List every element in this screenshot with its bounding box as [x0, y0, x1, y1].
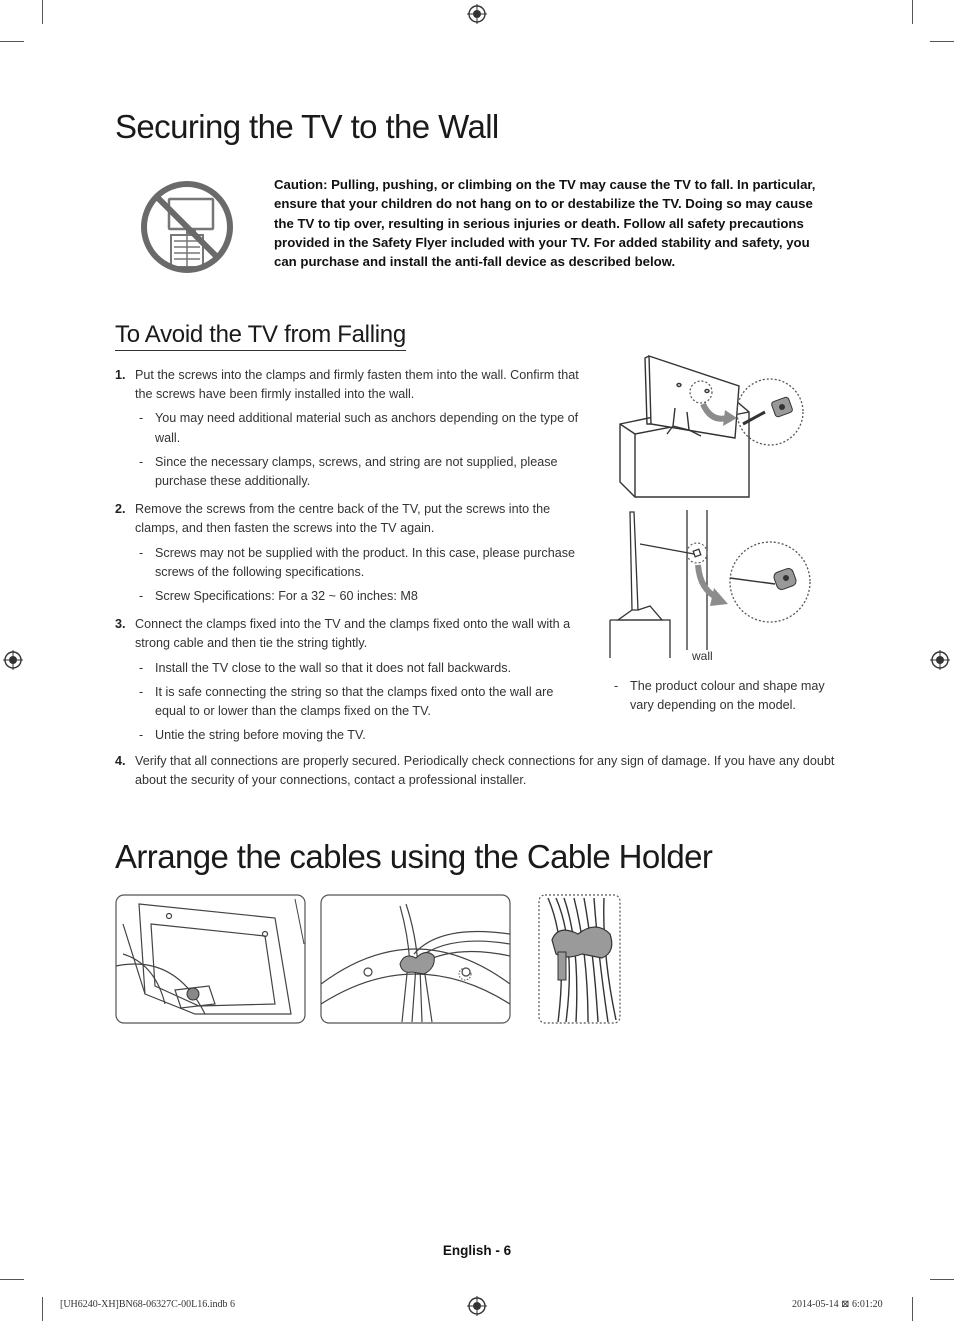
crop-mark: [912, 0, 913, 24]
crop-mark: [930, 1279, 954, 1280]
caution-text: Caution: Pulling, pushing, or climbing on the TV may cause the TV to fall. In particular, ensure that your children do not hang on to or destabilize the TV. Doing so may cause the TV to tip over, resulting in serious injuries or death. Follow all safety precautions provided in the Safety Flyer included with your TV. For added stability and safety, you can purchase and install the anti-fall device as described below.: [274, 177, 816, 270]
step-number: 3.: [115, 617, 126, 632]
crop-mark: [0, 1279, 24, 1280]
step-number: 2.: [115, 502, 126, 517]
step-4: [115, 752, 835, 790]
crop-mark: [42, 1297, 43, 1321]
note-dash: -: [614, 679, 619, 693]
registration-mark-icon: [467, 1296, 487, 1316]
section-title-cables: Arrange the cables using the Cable Holder: [115, 838, 713, 875]
step-subitem: - Untie the string before moving the TV.: [139, 728, 366, 743]
slug-file: [UH6240-XH]BN68-06327C-00L16.indb 6: [60, 1299, 235, 1310]
crop-mark: [42, 0, 43, 24]
step-subitem: - Screws may not be supplied with the product. In this case, please purchase screws of the following specifications.: [139, 545, 576, 579]
product-note: [611, 677, 851, 715]
subitem-text: Since the necessary clamps, screws, and string are not supplied, please purchase these additionally.: [155, 454, 558, 489]
step-subitem: - Screw Specifications: For a 32 ~ 60 inches: M8: [139, 589, 418, 604]
step-text: Remove the screws from the centre back of the TV, put the screws into the clamps, and then fasten the screws into the TV again.: [135, 502, 551, 536]
subsection-title: To Avoid the TV from Falling: [115, 321, 406, 351]
step-subitem: - Since the necessary clamps, screws, and string are not supplied, please purchase these additionally.: [139, 454, 558, 489]
slug-date: 2014-05-14 ⊠ 6:01:20: [792, 1299, 883, 1310]
step-subitem: - Install the TV close to the wall so that it does not fall backwards.: [139, 660, 512, 675]
step-subitem: - It is safe connecting the string so that the clamps fixed onto the wall are equal to or lower than the clamps fixed on the TV.: [139, 684, 554, 719]
steps-list: [115, 366, 585, 754]
step-number: 4.: [115, 754, 126, 768]
step-text: Verify that all connections are properly secured. Periodically check connections for any sign of damage. If you have any doubt about the security of your connections, contact a professional installer.: [135, 754, 835, 788]
crop-mark: [912, 1297, 913, 1321]
cable-holder-illustration-2: [320, 894, 511, 1024]
wall-label: wall: [692, 649, 713, 663]
crop-mark: [930, 41, 954, 42]
subitem-text: Screw Specifications: For a 32 ~ 60 inches: M8: [155, 589, 418, 604]
cable-holder-illustration-1: [115, 894, 306, 1024]
subitem-text: It is safe connecting the string so that the clamps fixed onto the wall are equal to or lower than the clamps fixed on the TV.: [155, 684, 554, 719]
section-title-securing: Securing the TV to the Wall: [115, 108, 499, 145]
subitem-text: Install the TV close to the wall so that it does not fall backwards.: [155, 660, 512, 675]
prohibited-icon: [139, 179, 235, 275]
cable-holder-illustration-3: [538, 894, 621, 1024]
step-1: [115, 366, 585, 491]
step-number: 1.: [115, 368, 126, 382]
subitem-text: Screws may not be supplied with the product. In this case, please purchase screws of the following specifications.: [155, 545, 576, 579]
step-text: Connect the clamps fixed into the TV and the clamps fixed onto the wall with a strong cable and then tie the string tightly.: [135, 617, 571, 651]
subitem-text: You may need additional material such as anchors depending on the type of wall.: [155, 411, 579, 445]
registration-mark-icon: [930, 650, 950, 670]
subitem-text: Untie the string before moving the TV.: [155, 728, 366, 743]
step-2: [115, 500, 585, 606]
step-3: [115, 615, 585, 745]
registration-mark-icon: [467, 4, 487, 24]
note-text: The product colour and shape may vary depending on the model.: [630, 679, 825, 713]
crop-mark: [0, 41, 24, 42]
step-subitem: - You may need additional material such as anchors depending on the type of wall.: [139, 411, 579, 445]
step-text: Put the screws into the clamps and firmly fasten them into the wall. Confirm that the screws have been firmly installed into the wall.: [135, 368, 579, 402]
page-number: English - 6: [442, 1243, 512, 1258]
tv-wall-side-illustration: [610, 510, 815, 660]
tv-stand-clamp-illustration: [615, 352, 815, 502]
registration-mark-icon: [3, 650, 23, 670]
